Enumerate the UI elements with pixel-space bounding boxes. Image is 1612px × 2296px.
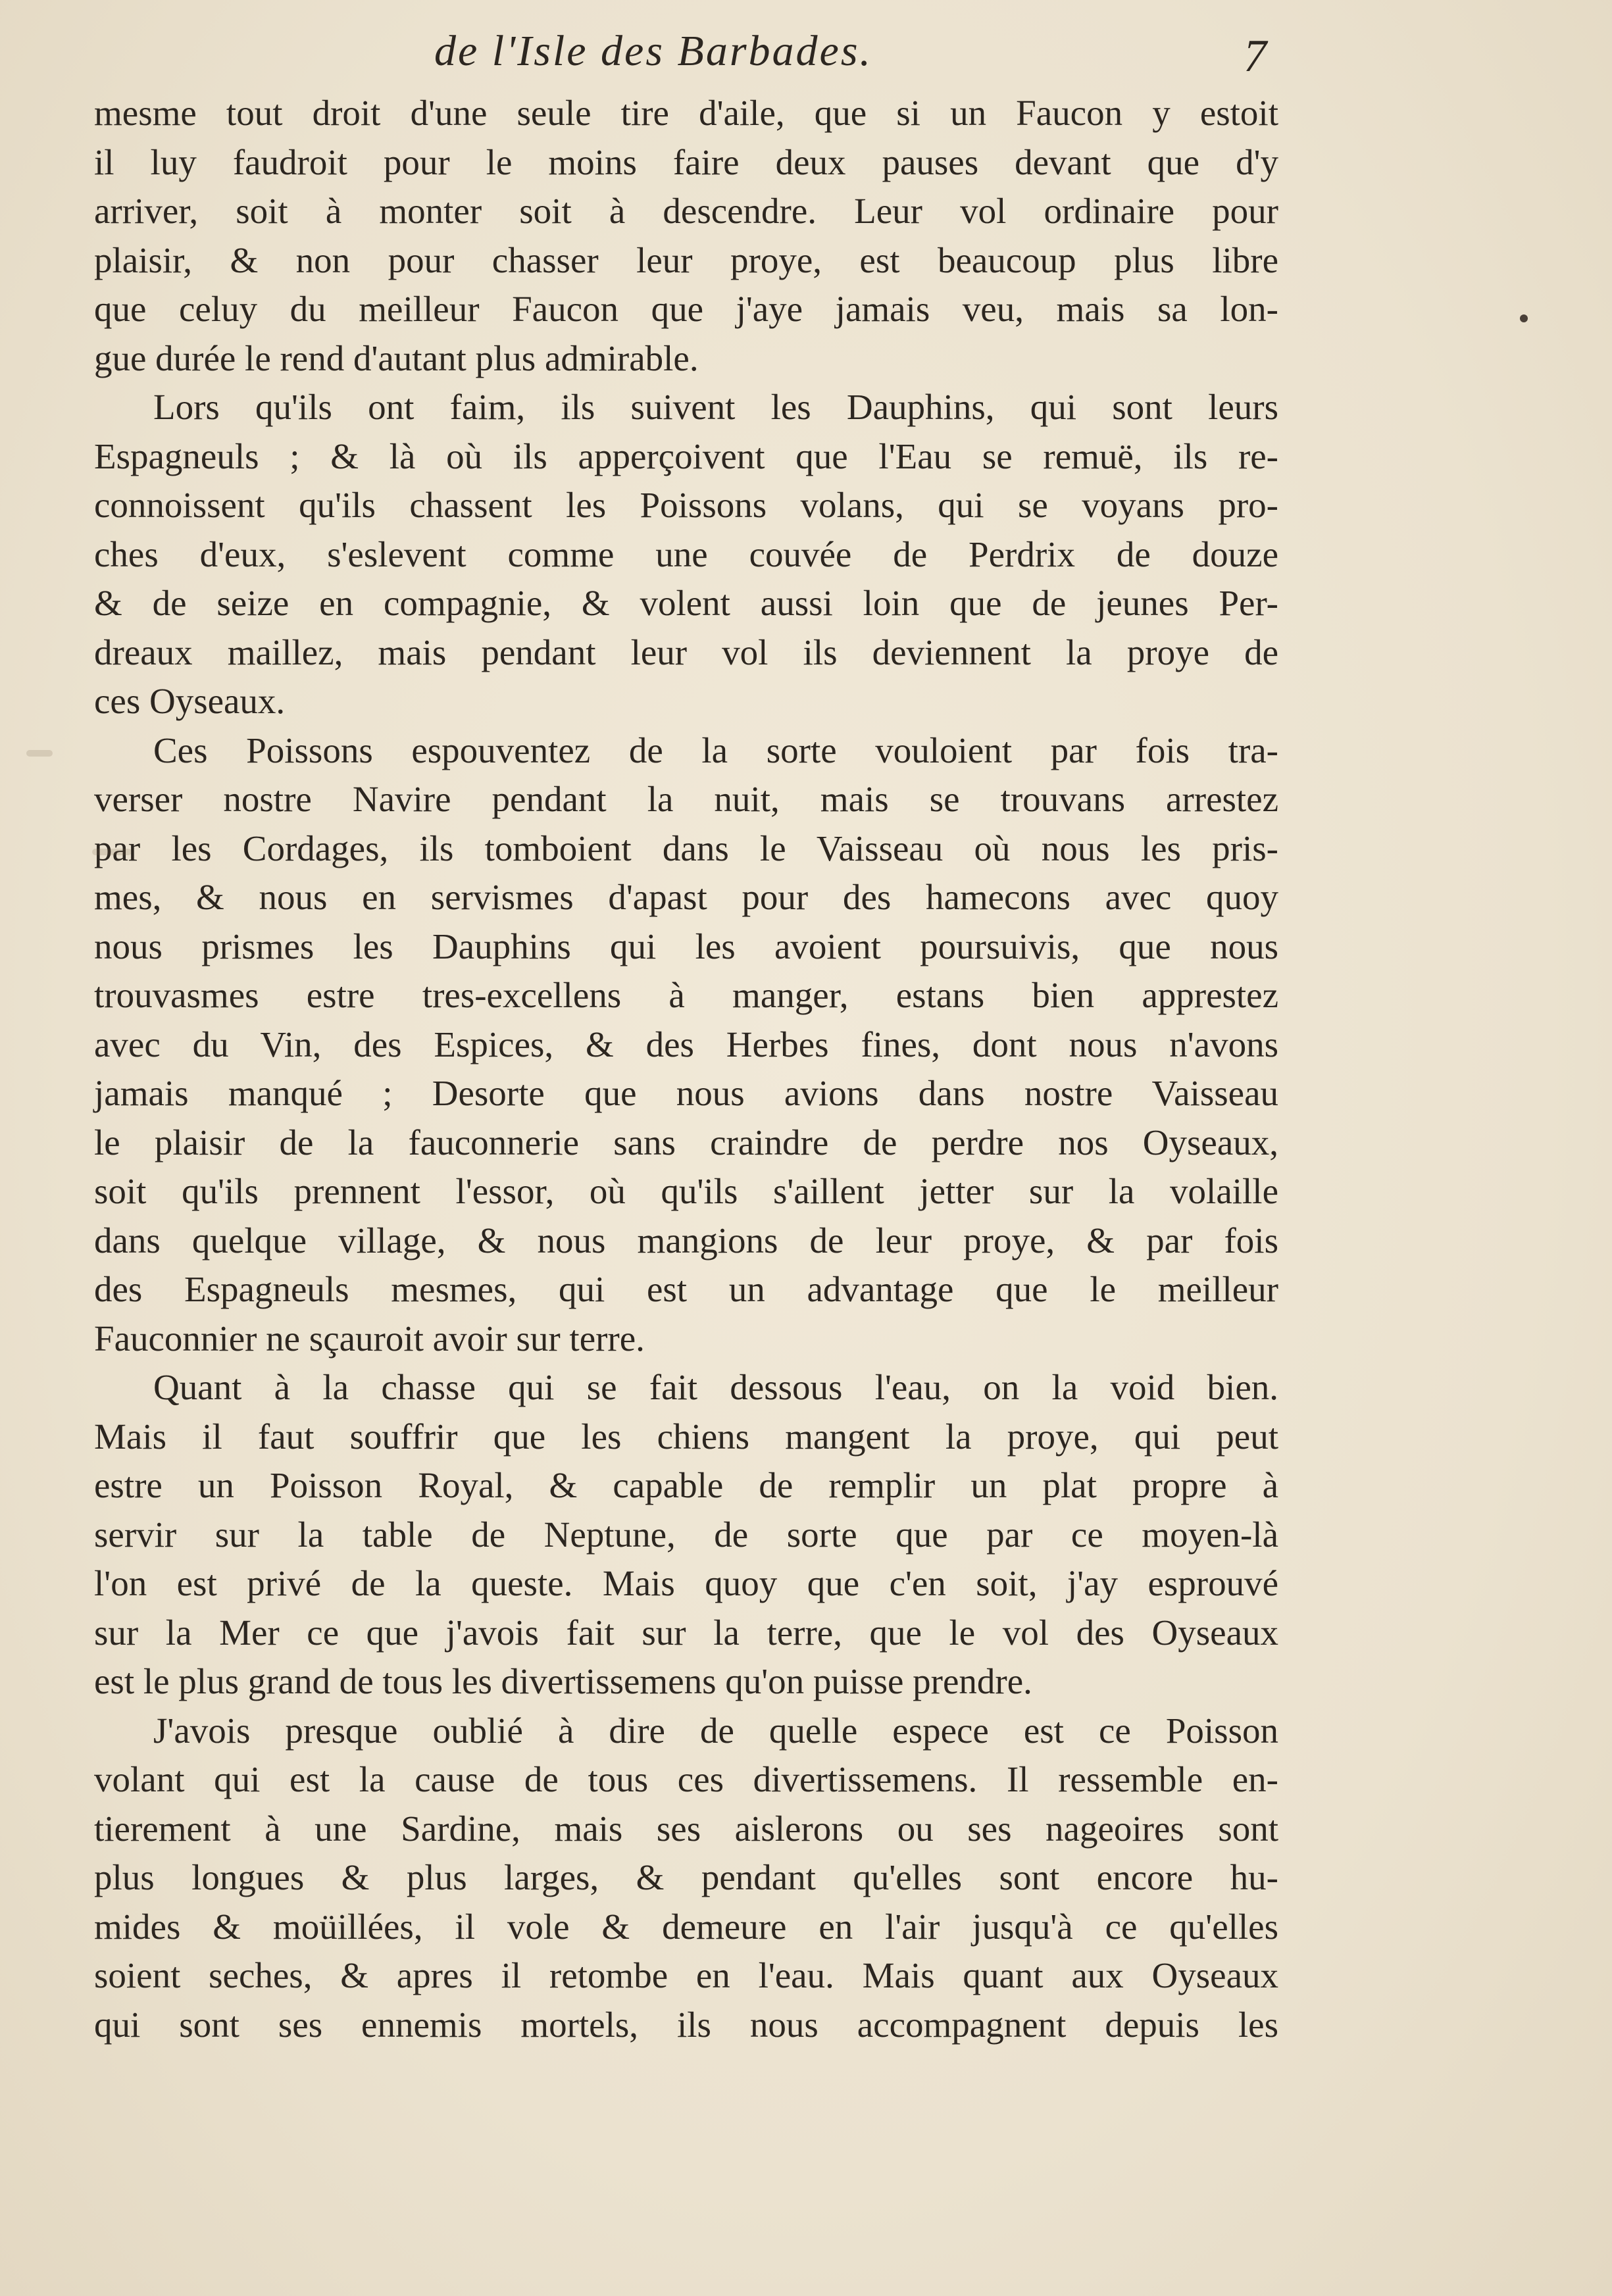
text-line: avec du Vin, des Espices, & des Herbes fines, dont nous n'avons: [94, 1024, 1278, 1064]
text-line: Espagneuls ; & là où ils apperçoivent que l'Eau se remuë, ils re-: [94, 436, 1278, 476]
text-line: est le plus grand de tous les divertissemens qu'on puisse prendre.: [94, 1661, 1032, 1701]
text-line: verser nostre Navire pendant la nuit, mais se trouvans arrestez: [94, 779, 1278, 819]
paragraph-4: [94, 1363, 1278, 1707]
text-line: des Espagneuls mesmes, qui est un advantage que le meilleur: [94, 1269, 1278, 1309]
text-line: plaisir, & non pour chasser leur proye, est beaucoup plus libre: [94, 239, 1278, 280]
text-line: mides & moüillées, il vole & demeure en l'air jusqu'à ce qu'elles: [94, 1906, 1278, 1947]
text-line: sur la Mer ce que j'avois fait sur la terre, que le vol des Oyseaux: [94, 1612, 1278, 1653]
text-body: [94, 89, 1278, 2049]
ink-speck: [1520, 314, 1528, 322]
text-line: qui sont ses ennemis mortels, ils nous accompagnent depuis les: [94, 2004, 1278, 2045]
text-line: Mais il faut souffrir que les chiens mangent la proye, qui peut: [94, 1416, 1278, 1457]
paragraph-5: [94, 1707, 1278, 2050]
text-line: Fauconnier ne sçauroit avoir sur terre.: [94, 1318, 645, 1359]
text-line: jamais manqué ; Desorte que nous avions dans nostre Vaisseau: [94, 1073, 1278, 1113]
text-line: connoissent qu'ils chassent les Poissons volans, qui se voyans pro-: [94, 485, 1278, 525]
paragraph-1: [94, 89, 1278, 383]
text-line: volant qui est la cause de tous ces divertissemens. Il ressemble en-: [94, 1759, 1278, 1799]
text-line: J'avois presque oublié à dire de quelle espece est ce Poisson: [153, 1710, 1278, 1751]
page-header: [0, 13, 1612, 86]
text-line: & de seize en compagnie, & volent aussi loin que de jeunes Per-: [94, 583, 1278, 623]
text-line: Lors qu'ils ont faim, ils suivent les Dauphins, qui sont leurs: [153, 387, 1278, 427]
text-line: ches d'eux, s'eslevent comme une couvée de Perdrix de douze: [94, 534, 1278, 574]
text-line: que celuy du meilleur Faucon que j'aye jamais veu, mais sa lon-: [94, 289, 1278, 329]
text-line: mes, & nous en servismes d'apast pour des hamecons avec quoy: [94, 877, 1278, 917]
text-line: ces Oyseaux.: [94, 681, 286, 721]
paragraph-2: [94, 383, 1278, 726]
text-line: il luy faudroit pour le moins faire deux pauses devant que d'y: [94, 141, 1278, 182]
text-line: trouvasmes estre tres-excellens à manger, estans bien apprestez: [94, 975, 1278, 1015]
paragraph-3: [94, 726, 1278, 1364]
text-line: soit qu'ils prennent l'essor, où qu'ils s'aillent jetter sur la volaille: [94, 1171, 1278, 1211]
text-line: tierement à une Sardine, mais ses aislerons ou ses nageoires sont: [94, 1808, 1278, 1849]
text-line: nous prismes les Dauphins qui les avoient poursuivis, que nous: [94, 926, 1278, 966]
running-head: de l'Isle des Barbades.: [434, 27, 872, 75]
text-line: arriver, soit à monter soit à descendre. Leur vol ordinaire pour: [94, 191, 1278, 231]
text-line: estre un Poisson Royal, & capable de remplir un plat propre à: [94, 1465, 1278, 1505]
text-line: par les Cordages, ils tomboient dans le Vaisseau où nous les pris-: [94, 828, 1278, 868]
text-line: plus longues & plus larges, & pendant qu'elles sont encore hu-: [94, 1857, 1278, 1897]
text-line: servir sur la table de Neptune, de sorte que par ce moyen-là: [94, 1514, 1278, 1555]
paper-smudge: [92, 849, 132, 855]
paper-smudge: [26, 750, 53, 757]
text-line: le plaisir de la fauconnerie sans craindre de perdre nos Oyseaux,: [94, 1122, 1278, 1162]
text-line: dans quelque village, & nous mangions de leur proye, & par fois: [94, 1220, 1278, 1260]
text-line: mesme tout droit d'une seule tire d'aile, que si un Faucon y estoit: [94, 93, 1278, 133]
text-line: Ces Poissons espouventez de la sorte vouloient par fois tra-: [153, 730, 1278, 770]
text-line: l'on est privé de la queste. Mais quoy que c'en soit, j'ay esprouvé: [94, 1563, 1278, 1603]
page-number: 7: [1244, 31, 1267, 82]
text-line: dreaux maillez, mais pendant leur vol ils deviennent la proye de: [94, 632, 1278, 672]
text-line: soient seches, & apres il retombe en l'eau. Mais quant aux Oyseaux: [94, 1955, 1278, 1995]
text-line: Quant à la chasse qui se fait dessous l'eau, on la void bien.: [153, 1367, 1278, 1407]
text-line: gue durée le rend d'autant plus admirable.: [94, 337, 699, 378]
